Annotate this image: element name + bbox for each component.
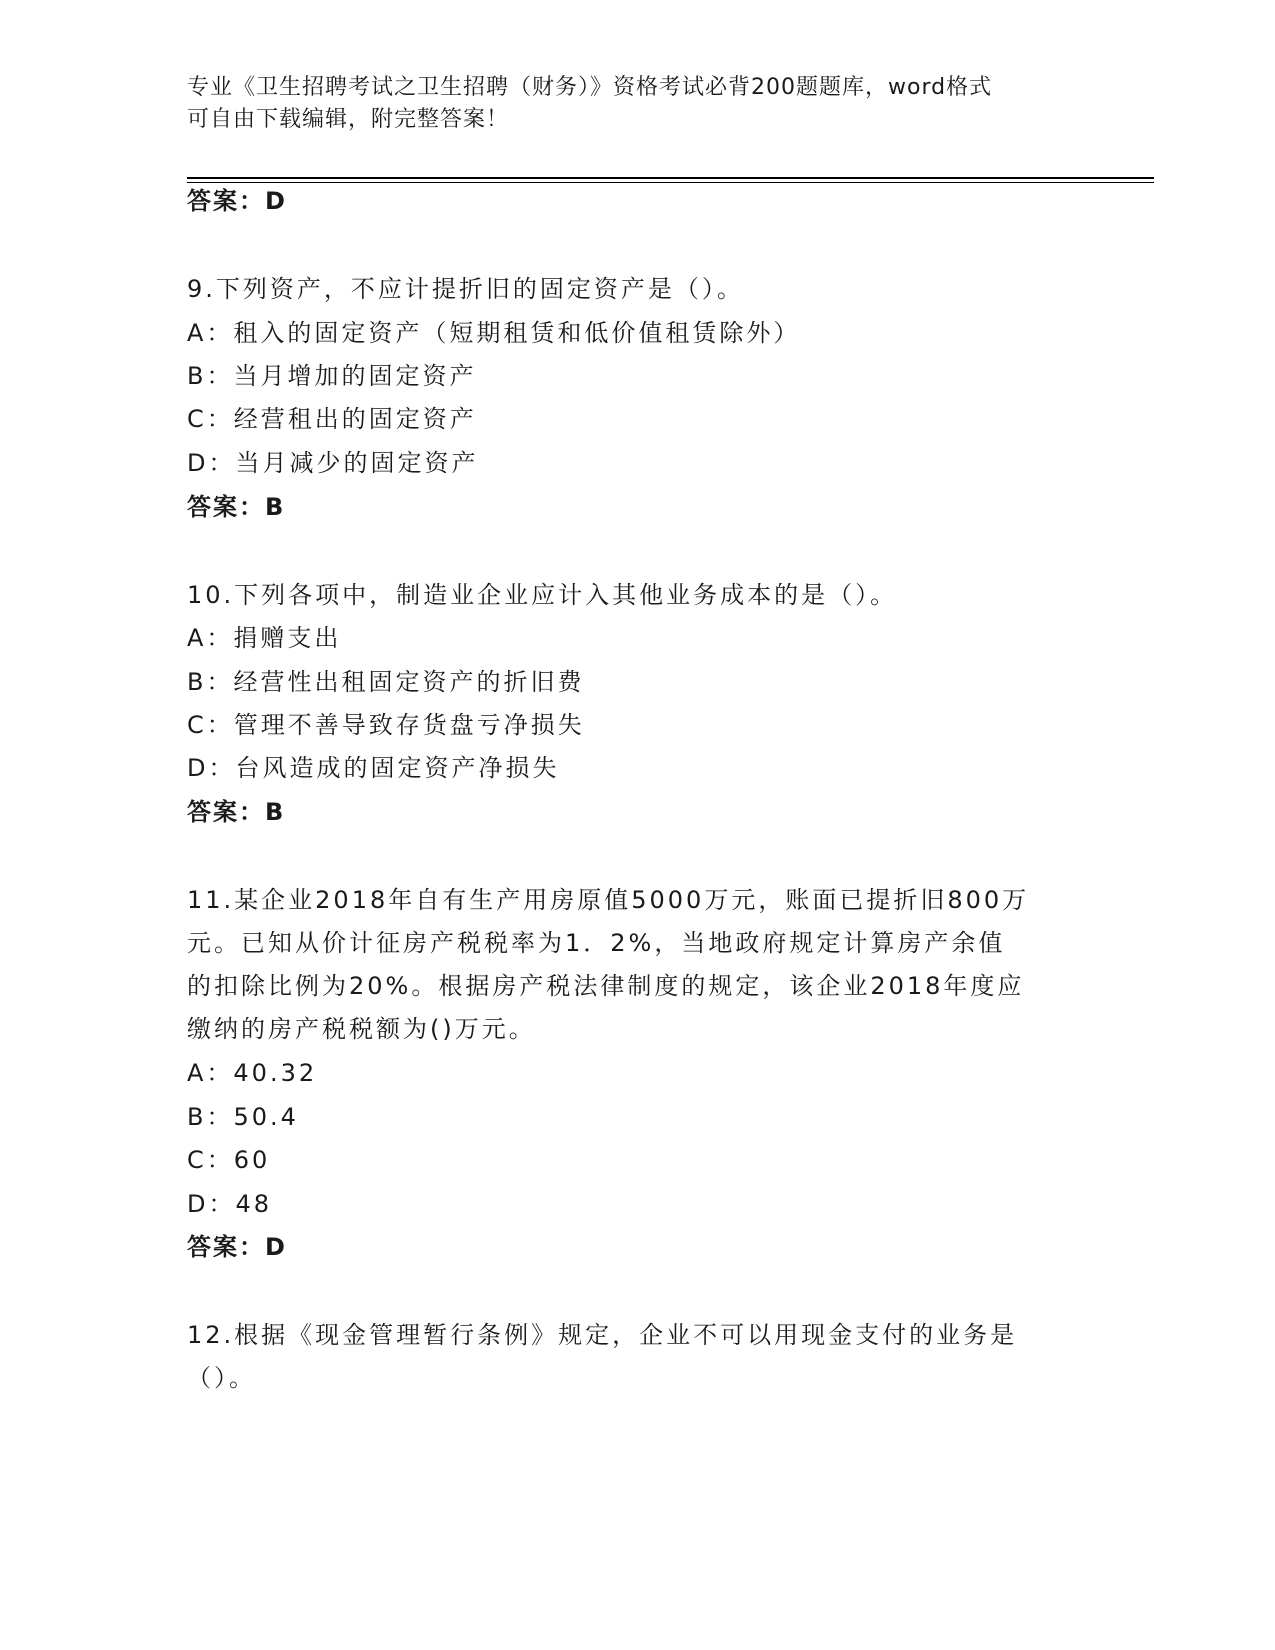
document-header: [187, 72, 1087, 136]
question-9-answer: 答案：B: [187, 493, 286, 521]
question-9-option-c: C：经营租出的固定资产: [187, 405, 477, 433]
question-10-stem: 10.下列各项中，制造业企业应计入其他业务成本的是（）。: [187, 581, 898, 609]
question-11-stem-line-4: 缴纳的房产税税额为()万元。: [187, 1015, 536, 1043]
question-10-option-b: B：经营性出租固定资产的折旧费: [187, 668, 585, 696]
question-11-option-a: A：40.32: [187, 1059, 318, 1087]
question-10-option-a: A：捐赠支出: [187, 624, 342, 652]
question-9-option-b: B：当月增加的固定资产: [187, 362, 477, 390]
question-11-stem-line-3: 的扣除比例为20%。根据房产税法律制度的规定，该企业2018年度应: [187, 972, 1025, 1000]
question-12-stem-line-2: （）。: [187, 1364, 256, 1392]
question-12-stem-line-1: 12.根据《现金管理暂行条例》规定，企业不可以用现金支付的业务是: [187, 1321, 1018, 1349]
header-rule-thick: [187, 177, 1154, 179]
question-10-option-d: D：台风造成的固定资产净损失: [187, 754, 560, 782]
previous-answer: 答案：D: [187, 187, 287, 215]
question-11-option-c: C：60: [187, 1146, 271, 1174]
question-10-answer: 答案：B: [187, 798, 286, 826]
question-10-option-c: C：管理不善导致存货盘亏净损失: [187, 711, 585, 739]
header-line-1: 专业《卫生招聘考试之卫生招聘（财务）》资格考试必背200题题库，word格式: [187, 75, 993, 100]
question-9-option-a: A：租入的固定资产（短期租赁和低价值租赁除外）: [187, 319, 801, 347]
header-rule-thin: [187, 182, 1154, 183]
question-9-option-d: D：当月减少的固定资产: [187, 449, 479, 477]
question-11-option-b: B：50.4: [187, 1103, 299, 1131]
question-9-stem: 9.下列资产，不应计提折旧的固定资产是（）。: [187, 275, 744, 303]
question-11-answer: 答案：D: [187, 1233, 287, 1261]
header-line-2: 可自由下载编辑，附完整答案！: [187, 107, 510, 132]
question-11-stem-line-1: 11.某企业2018年自有生产用房原值5000万元，账面已提折旧800万: [187, 886, 1030, 914]
question-11-stem-line-2: 元。已知从价计征房产税税率为1．2%，当地政府规定计算房产余值: [187, 929, 1006, 957]
question-11-option-d: D：48: [187, 1190, 273, 1218]
